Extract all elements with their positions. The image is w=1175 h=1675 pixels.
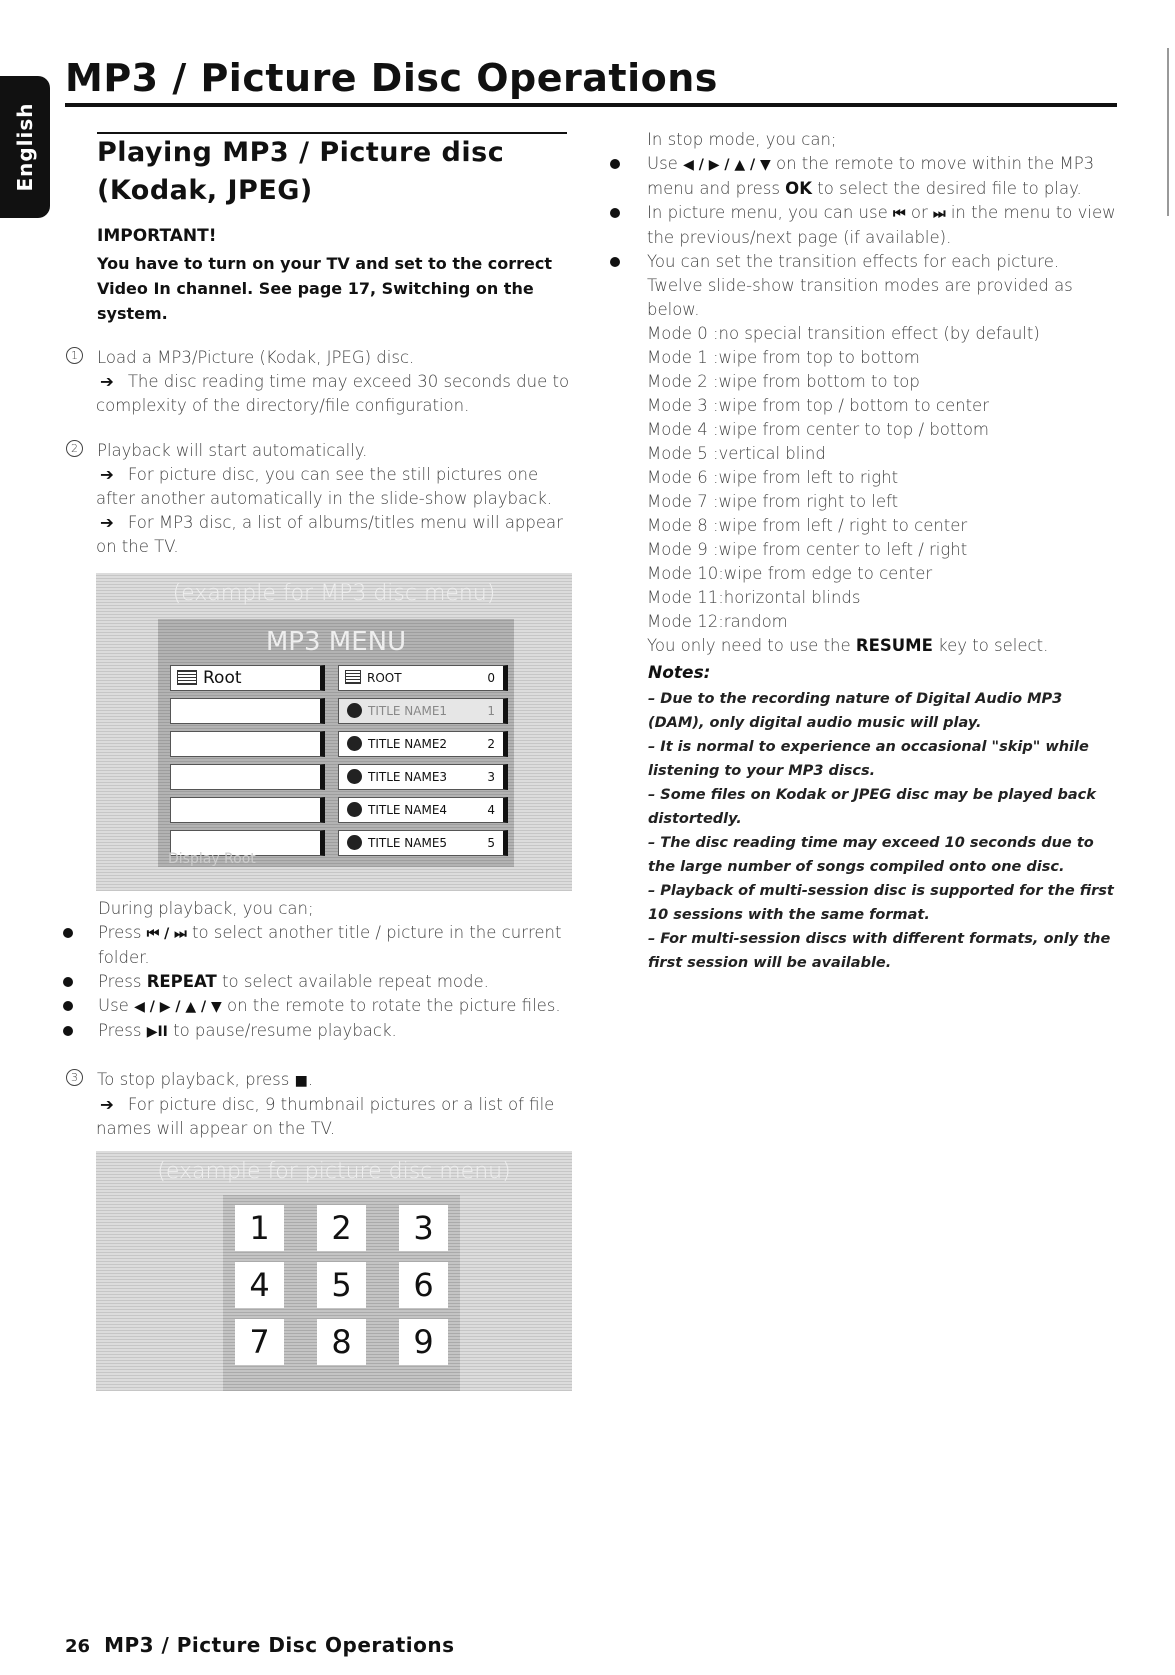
folder-icon [345,670,361,684]
list-item: Press ▶II to pause/resume playback. [60,1019,580,1044]
mode-line: Mode 7 :wipe from right to left [647,492,899,511]
arrow-icon: ➔ [100,465,114,484]
repeat-key-label: REPEAT [146,972,217,991]
page-number: 26 [65,1636,91,1657]
note-item: – Playback of multi-session disc is supported for the first 10 sessions with the same format. [648,883,1114,923]
picture-menu-figure [96,1151,572,1391]
track-list-item: TITLE NAME1 1 [338,698,508,724]
section-title-line2: (Kodak, JPEG) [97,175,313,206]
thumbnail-tile: 3 [399,1205,448,1251]
track-list-item: ROOT 0 [338,665,508,691]
stop-icon: ■ [294,1073,308,1089]
bullet-icon [63,928,73,938]
mode-line: Mode 12:random [647,612,788,631]
step-2 [66,439,576,559]
stop-mode-section [617,128,1117,658]
note-item: – The disc reading time may exceed 10 seconds due to the large number of songs compiled onto one disc. [648,835,1094,875]
thumbnail-grid [223,1195,460,1391]
figure-caption: (example for MP3 disc menu) [172,581,496,606]
arrow-icon: ➔ [100,1095,114,1114]
notes-title: Notes: [648,663,711,683]
folder-icon [177,670,197,685]
step-number: 3 [66,1069,83,1086]
page-footer [65,1633,455,1657]
list-item: Press REPEAT to select available repeat mode. [60,970,580,994]
arrow-icon: ➔ [100,513,114,532]
arrow-keys-icon: ◀ / ▶ / ▲ / ▼ [134,999,222,1015]
mode-line: Mode 0 :no special transition effect (by default) [647,324,1040,343]
step-result: ➔ For picture disc, 9 thumbnail pictures or a list of file names will appear on the TV. [96,1095,555,1138]
disc-icon [347,802,362,817]
notes-section [648,663,1118,975]
list-item: You can set the transition effects for each picture. Twelve slide-show transition modes are provided as below. [617,250,1117,322]
skip-prev-icon: ⏮ [892,206,906,222]
note-item: – For multi-session discs with different formats, only the first session will be available. [648,931,1111,971]
stop-mode-intro: In stop mode, you can; [647,130,837,149]
mp3-menu-footer: Display Root [168,851,256,867]
step-result: ➔ For MP3 disc, a list of albums/titles menu will appear on the TV. [96,513,563,556]
track-list-item: TITLE NAME2 2 [338,731,508,757]
resume-key-label: RESUME [855,636,933,655]
step-text: To stop playback, press ■. [97,1070,314,1089]
disc-icon [347,835,362,850]
mode-line: Mode 9 :wipe from center to left / right [647,540,968,559]
disc-icon [347,736,362,751]
mode-line: Mode 4 :wipe from center to top / bottom [647,420,989,439]
mode-line: Mode 6 :wipe from left to right [647,468,899,487]
note-item: – It is normal to experience an occasional "skip" while listening to your MP3 discs. [648,739,1089,779]
language-tab-label: English [13,102,37,192]
bullet-icon [63,1001,73,1011]
step-number: 1 [66,347,83,364]
list-item: In picture menu, you can use ⏮ or ⏭ in the menu to view the previous/next page (if available). [617,201,1117,250]
list-item: Press ⏮ / ⏭ to select another title / picture in the current folder. [60,921,580,970]
mode-line: Mode 5 :vertical blind [647,444,826,463]
note-item: – Some files on Kodak or JPEG disc may be played back distortedly. [648,787,1096,827]
folder-list-item [170,764,325,790]
disc-icon [347,703,362,718]
mp3-menu-header: MP3 MENU [265,627,407,657]
thumbnail-tile: 6 [399,1262,448,1308]
ok-key-label: OK [785,179,812,198]
important-label: IMPORTANT! [97,226,217,246]
mp3-menu-figure [96,573,572,891]
mode-line: Mode 3 :wipe from top / bottom to center [647,396,989,415]
play-pause-icon: ▶II [146,1024,168,1040]
title-rule [65,103,1117,107]
page-title: MP3 / Picture Disc Operations [65,56,718,100]
bullet-icon [610,208,620,218]
step-result: ➔ For picture disc, you can see the still pictures one after another automatically in the slide-show playback. [96,465,553,508]
bullet-icon [63,1026,73,1036]
folder-list-item [170,797,325,823]
step-3 [66,1068,576,1141]
bullet-icon [610,159,620,169]
folder-list-item: Root [170,665,325,691]
thumbnail-tile: 1 [235,1205,284,1251]
resume-line: You only need to use the RESUME key to select. [647,636,1049,655]
skip-prev-next-icon: ⏮ / ⏭ [146,926,187,942]
step-result: ➔ The disc reading time may exceed 30 seconds due to complexity of the directory/file configuration. [96,372,570,415]
figure-caption: (example for picture disc menu) [157,1159,511,1184]
section-title-line1: Playing MP3 / Picture disc [97,137,505,168]
folder-list-item [170,698,325,724]
mode-line: Mode 2 :wipe from bottom to top [647,372,920,391]
mode-line: Mode 11:horizontal blinds [647,588,861,607]
step-1 [66,346,576,418]
arrow-icon: ➔ [100,372,114,391]
thumbnail-tile: 9 [399,1319,448,1365]
step-text: Load a MP3/Picture (Kodak, JPEG) disc. [97,348,415,367]
note-item: – Due to the recording nature of Digital Audio MP3 (DAM), only digital audio music will play. [648,691,1063,731]
track-list-item: TITLE NAME5 5 [338,830,508,856]
playback-options [60,897,580,1044]
list-item: Use ◀ / ▶ / ▲ / ▼ on the remote to move within the MP3 menu and press OK to select the desired file to play. [617,152,1117,201]
disc-icon [347,769,362,784]
thumbnail-tile: 2 [317,1205,366,1251]
skip-next-icon: ⏭ [932,206,946,222]
running-title: MP3 / Picture Disc Operations [104,1633,455,1657]
bullet-icon [63,977,73,987]
step-number: 2 [66,440,83,457]
thumbnail-tile: 8 [317,1319,366,1365]
mode-line: Mode 10:wipe from edge to center [647,564,933,583]
thumbnail-tile: 4 [235,1262,284,1308]
important-text: You have to turn on your TV and set to the correct Video In channel. See page 17, Switching on the system. [97,254,553,323]
mode-line: Mode 1 :wipe from top to bottom [647,348,920,367]
thumbnail-tile: 5 [317,1262,366,1308]
track-list-item: TITLE NAME3 3 [338,764,508,790]
language-tab [0,76,50,218]
bullet-icon [610,257,620,267]
thumbnail-tile: 7 [235,1319,284,1365]
list-item: Use ◀ / ▶ / ▲ / ▼ on the remote to rotate the picture files. [60,994,580,1019]
playback-intro: During playback, you can; [98,899,314,918]
margin-rule [1167,48,1169,216]
mp3-menu-screen [158,619,514,867]
mode-line: Mode 8 :wipe from left / right to center [647,516,968,535]
step-text: Playback will start automatically. [97,441,368,460]
section-title [97,134,504,210]
arrow-keys-icon: ◀ / ▶ / ▲ / ▼ [683,157,771,173]
track-list-item: TITLE NAME4 4 [338,797,508,823]
folder-list-item [170,731,325,757]
